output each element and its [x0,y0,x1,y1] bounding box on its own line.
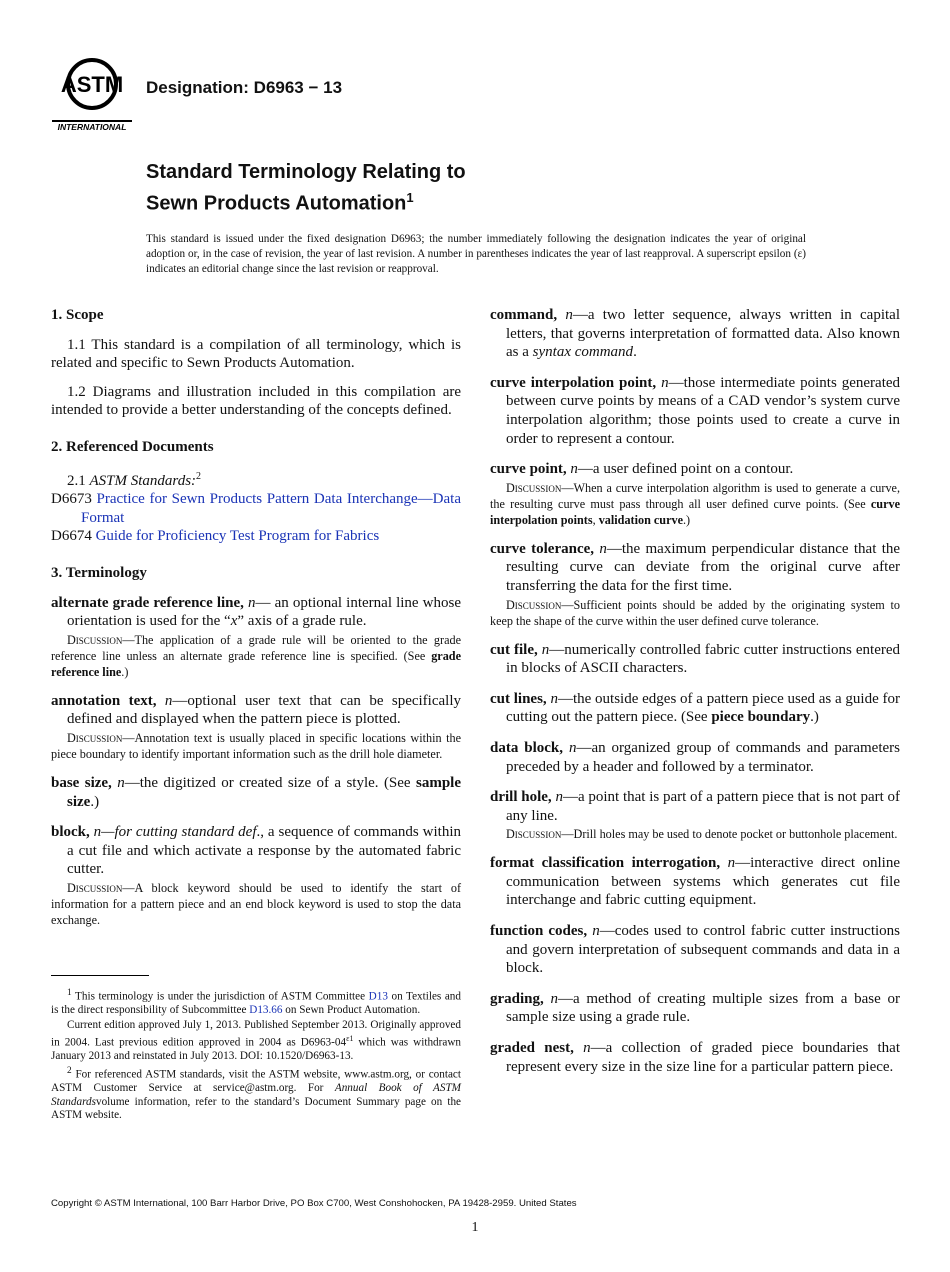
term-label: alternate grade reference line, [51,594,244,611]
term-def-end: .) [810,709,819,726]
footnote-divider [51,975,149,976]
ref2-link[interactable]: Guide for Proficiency Test Program for Fabrics [95,528,380,545]
discussion-label: Discussion [67,632,123,647]
ref2-num: D6674 [51,528,92,545]
ref-d6673 [51,490,461,527]
discussion-label: Discussion [506,827,562,842]
term-alternate-grade-reference-line [51,594,461,680]
term-curve-interpolation-point [490,374,900,448]
discussion [51,632,461,680]
term-label: cut file, [490,641,538,658]
refdocs-sub [51,468,461,491]
fn1-link-d1366[interactable]: D13.66 [249,1003,283,1016]
term-label: curve tolerance, [490,540,595,557]
discussion-text: —Annotation text is usually placed in specific locations within the piece boundary to identify important information such as the drill hole diameter. [51,730,461,761]
term-n: n [661,374,669,391]
designation: Designation: D6963 − 13 [146,78,343,97]
fn1-mark: 1 [67,988,72,998]
term-def-end: . [633,344,637,361]
term-curve-tolerance [490,540,900,629]
fn1-p2-b: which was withdrawn January 2013 and reinstated in July 2013. DOI: 10.1520/D6963-13. [51,1037,462,1063]
see-term: sample size [67,774,461,810]
discussion [51,880,461,928]
fn2-text-a: For referenced ASTM standards, visit the ASTM website, www.astm.org, or contact ASTM Customer Service at service@astm.org. For [51,1069,461,1095]
title-line-1: Standard Terminology Relating to [146,161,466,183]
term-n: n [570,461,578,478]
discussion-label: Discussion [506,597,562,612]
fn1-link-d13[interactable]: D13 [368,990,388,1003]
term-def: —those intermediate points generated between curve points by means of a CAD vendor’s system curve interpolation algorithm; those points used to create a curve in order to represent a contour. [506,374,901,447]
terminology-heading: 3. Terminology [51,564,147,581]
footnotes [51,987,461,1124]
term-label: format classification interrogation, [490,855,721,872]
fn1-p2-sup: ε1 [346,1034,354,1044]
discussion-text: —Sufficient points should be added by the originating system to keep the shape of the curve within the user defined curve tolerance. [490,597,900,628]
term-label: function codes, [490,923,588,940]
discussion-end: .) [121,664,129,679]
title-line-2 [146,185,466,217]
ref-d6674 [51,527,461,546]
term-x: x [230,613,238,630]
right-column [490,306,900,1088]
logo-international: INTERNATIONAL [57,122,127,132]
discussion-text: —Drill holes may be used to denote pocket or buttonhole placement. [561,827,898,842]
discussion [51,730,461,762]
term-format-classification-interrogation [490,854,900,910]
term-def: —a point that is part of a pattern piece that is not part of any line. [506,789,901,824]
discussion [490,480,900,528]
discussion-text: —When a curve interpolation algorithm is used to generate a curve, the resulting curve must pass through all user defined curve points. (See [490,480,900,511]
discussion-text: —The application of a grade rule will be oriented to the grade reference line unless an alternate grade reference line is specified. (See [51,632,461,663]
fn1-text-b: on Textiles and is the direct responsibility of Subcommittee [51,990,461,1016]
see-sep: , [592,512,599,527]
discussion-label: Discussion [506,480,562,495]
refdocs-sub-label: ASTM Standards: [89,472,197,489]
scope-p2: 1.2 Diagrams and illustration included in this compilation are intended to provide a better understanding of the concepts defined. [51,383,461,419]
title-line-2-text: Sewn Products Automation [146,192,407,215]
copyright: Copyright © ASTM International, 100 Barr Harbor Drive, PO Box C700, West Conshohocken, PA 19428-2959. United States [51,1198,577,1209]
discussion [490,597,900,629]
page-number: 1 [471,1220,479,1235]
term-def: — an optional internal line whose orientation is used for the “ [67,594,462,630]
refdocs-sub-num: 2.1 [67,472,86,489]
term-n: n [565,307,573,323]
term-label: grading, [490,990,544,1007]
term-label: block, [51,824,90,841]
term-block [51,823,461,928]
fn2-ital: Annual Book of ASTM Standards [51,1082,461,1108]
term-label: curve interpolation point, [490,374,657,391]
scope-p1: 1.1 This standard is a compilation of all terminology, which is related and specific to Sewn Products Automation. [51,336,461,372]
term-def: —optional user text that can be specifically defined and displayed when the pattern piece is plotted. [67,692,461,728]
term-n: n [550,990,558,1007]
term-n: n [583,1040,591,1057]
term-label: cut lines, [490,690,547,707]
term-curve-point [490,460,900,528]
see-term-2: validation curve [598,512,683,527]
term-drill-hole [490,788,900,842]
term-def: —a collection of graded piece boundaries that represent every size in the size line for a particular pattern piece. [506,1040,901,1075]
title-footnote-mark: 1 [406,190,414,205]
term-label: data block, [490,739,564,756]
term-n: n [541,641,550,658]
term-def: —a two letter sequence, always written in capital letters, that governs interpretation of formatted data. Also known as a [506,307,900,361]
term-n: n [117,774,125,791]
ref1-link[interactable]: Practice for Sewn Products Pattern Data Interchange—Data Format [81,491,461,526]
term-def-end: ” axis of a grade rule. [237,613,367,630]
term-label: annotation text, [51,692,157,709]
refdocs-heading: 2. Referenced Documents [51,438,214,455]
fn1-text-a: This terminology is under the jurisdiction of ASTM Committee [75,990,369,1003]
discussion-end: .) [683,512,691,527]
term-command [490,306,900,362]
astm-logo [50,56,134,132]
term-def: —numerically controlled fabric cutter instructions entered in blocks of ASCII characters. [506,641,901,677]
footnote-1-edition [51,1019,461,1063]
term-def: —the outside edges of a pattern piece used as a guide for cutting out the pattern piece. (See [506,690,901,726]
footnote-1 [51,987,461,1017]
term-label: graded nest, [490,1040,574,1057]
term-n: n [248,594,256,611]
astm-logo-mark [50,56,134,132]
see-term: grade reference line [51,648,461,679]
term-grading [490,990,900,1027]
discussion [490,826,900,842]
term-n: n [550,690,558,707]
term-ital: n—for cutting standard def [93,824,257,841]
term-base-size [51,774,461,811]
term-n: n [555,789,563,806]
term-def: —a user defined point on a contour. [577,461,794,478]
see-term: piece boundary [711,709,811,726]
term-def: —the digitized or created size of a style. (See [124,774,416,791]
term-function-codes [490,922,900,978]
discussion-label: Discussion [67,730,123,745]
fn1-p2-a: Current edition approved July 1, 2013. Published September 2013. Originally approved in 2004. Last previous edition approved in 2004 as D6963-04 [51,1019,461,1050]
term-def: ., a sequence of commands within a cut file and which activate a response by the automated fabric cutter. [67,824,461,878]
term-graded-nest [490,1039,900,1076]
term-cut-lines [490,690,900,727]
term-cut-file [490,641,900,678]
scope-heading: 1. Scope [51,307,104,323]
footnote-2 [51,1065,461,1122]
term-label: curve point, [490,461,567,478]
term-n: n [599,540,607,557]
term-annotation-text [51,692,461,762]
term-label: base size, [51,774,112,791]
discussion-text: —A block keyword should be used to identify the start of information for a pattern piece and an end block keyword is used to stop the data exchange. [51,880,461,927]
term-n: n [164,692,173,709]
term-label: drill hole, [490,789,552,806]
term-def: —interactive direct online communication between systems which generates cut file interchange and fabric cutting equipment. [506,855,901,909]
fn1-text-c: on Sewn Product Automation. [282,1003,421,1016]
term-n: n [568,739,577,756]
standard-notice: This standard is issued under the fixed designation D6963; the number immediately following the designation indicates the year of original adoption or, in the case of revision, the year of last revision. A number in parentheses indicates the year of last reapproval. A superscript epsilon (ε) indicates an editorial change since the last revision or reapproval. [146,233,806,275]
term-def: —codes used to control fabric cutter instructions and govern interpretation of subsequent commands and data in a block. [506,923,901,977]
term-n: n [592,923,600,940]
term-def: —the maximum perpendicular distance that the resulting curve can deviate from the original curve after transferring the data for the first time. [506,540,901,594]
term-def-end: .) [90,793,100,810]
term-ital: syntax command [532,344,634,361]
logo-text: ASTM [60,72,124,97]
left-column [51,306,461,940]
term-def: —an organized group of commands and parameters preceded by a header and followed by a terminator. [506,739,900,775]
fn2-text-b: volume information, refer to the standard’s Document Summary page on the ASTM website. [51,1095,461,1121]
ref1-num: D6673 [51,491,92,508]
term-def: —a method of creating multiple sizes from a base or sample size using a grade rule. [506,990,900,1026]
term-label: command, [490,307,558,323]
term-n: n [727,855,736,872]
term-data-block [490,739,900,776]
refdocs-sub-mark: 2 [196,470,202,482]
discussion-label: Discussion [67,880,123,895]
fn2-mark: 2 [67,1066,72,1077]
document-title [146,160,466,217]
see-term-1: curve interpolation points [490,496,900,527]
